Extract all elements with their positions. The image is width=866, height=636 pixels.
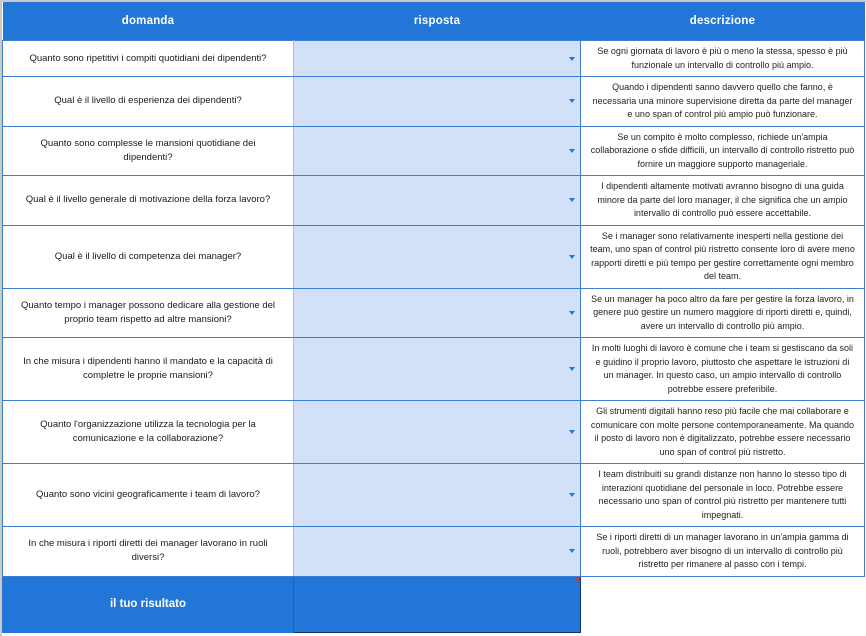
chevron-down-icon[interactable] — [569, 149, 575, 153]
description-cell: Se un manager ha poco altro da fare per gestire la forza lavoro, in genere può gestire un numero maggiore di riporti diretti e, quindi, avere un intervallo di controllo più ampio. — [581, 288, 865, 338]
description-cell: Se ogni giornata di lavoro è più o meno la stessa, spesso è più funzionale un intervallo di controllo più ampio. — [581, 41, 865, 77]
chevron-down-icon[interactable] — [569, 57, 575, 61]
answer-dropdown-cell[interactable] — [294, 401, 581, 464]
table-row — [3, 176, 865, 226]
table-row — [3, 401, 865, 464]
question-cell: In che misura i dipendenti hanno il mandato e la capacità di completre le proprie mansioni? — [3, 338, 294, 401]
answer-dropdown-cell[interactable] — [294, 464, 581, 527]
question-cell: Quanto tempo i manager possono dedicare alla gestione del proprio team rispetto ad altre mansioni? — [3, 288, 294, 338]
answer-dropdown-cell[interactable] — [294, 288, 581, 338]
span-of-control-questionnaire-table — [2, 2, 865, 633]
table-row — [3, 77, 865, 127]
question-cell: Quanto sono vicini geograficamente i team di lavoro? — [3, 464, 294, 527]
table-row — [3, 464, 865, 527]
question-cell: Qual è il livello generale di motivazione della forza lavoro? — [3, 176, 294, 226]
chevron-down-icon[interactable] — [569, 367, 575, 371]
description-cell: I dipendenti altamente motivati avranno bisogno di una guida minore da parte del loro manager, il che significa che un ampio intervallo di controllo può essere accettabile. — [581, 176, 865, 226]
description-cell: In molti luoghi di lavoro è comune che i team si gestiscano da soli e guidino il proprio lavoro, piuttosto che aspettare le istruzioni di un manager. In questo caso, un ampio intervallo di controllo potrebbe essere preferibile. — [581, 338, 865, 401]
table-row — [3, 288, 865, 338]
table-row — [3, 225, 865, 288]
result-spacer-cell — [581, 576, 865, 632]
question-cell: Quanto sono ripetitivi i compiti quotidiani dei dipendenti? — [3, 41, 294, 77]
result-label: il tuo risultato — [3, 576, 294, 632]
table-header-row — [3, 2, 865, 41]
comment-indicator-icon[interactable] — [574, 577, 580, 583]
chevron-down-icon[interactable] — [569, 430, 575, 434]
chevron-down-icon[interactable] — [569, 99, 575, 103]
column-header-domanda: domanda — [3, 2, 294, 41]
chevron-down-icon[interactable] — [569, 255, 575, 259]
table-row — [3, 126, 865, 176]
description-cell: Se i riporti diretti di un manager lavorano in un'ampia gamma di ruoli, potrebbero aver bisogno di un intervallo di controllo più ristretto per rimanere al passo con i tempi. — [581, 527, 865, 577]
chevron-down-icon[interactable] — [569, 198, 575, 202]
answer-dropdown-cell[interactable] — [294, 225, 581, 288]
table-row — [3, 338, 865, 401]
table-row — [3, 41, 865, 77]
answer-dropdown-cell[interactable] — [294, 176, 581, 226]
description-cell: I team distribuiti su grandi distanze non hanno lo stesso tipo di interazioni quotidiane del personale in loco. Potrebbe essere necessario uno span of control più ristretto per mantenere tutti impegnati. — [581, 464, 865, 527]
answer-dropdown-cell[interactable] — [294, 41, 581, 77]
column-header-descrizione: descrizione — [581, 2, 865, 41]
question-cell: In che misura i riporti diretti dei manager lavorano in ruoli diversi? — [3, 527, 294, 577]
table-body — [3, 41, 865, 633]
question-cell: Quanto l'organizzazione utilizza la tecnologia per la comunicazione e la collaborazione? — [3, 401, 294, 464]
question-cell: Qual è il livello di esperienza dei dipendenti? — [3, 77, 294, 127]
chevron-down-icon[interactable] — [569, 549, 575, 553]
answer-dropdown-cell[interactable] — [294, 126, 581, 176]
chevron-down-icon[interactable] — [569, 493, 575, 497]
description-cell: Se i manager sono relativamente inesperti nella gestione dei team, uno span of control più ristretto consente loro di avere meno rapporti diretti e più tempo per gestire correttamente ogni membro del team. — [581, 225, 865, 288]
description-cell: Se un compito è molto complesso, richiede un'ampia collaborazione o sfide difficili, un intervallo di controllo ristretto può fornire un maggiore supporto manageriale. — [581, 126, 865, 176]
description-cell: Quando i dipendenti sanno davvero quello che fanno, è necessaria una minore supervisione diretta da parte del manager e uno span of control più ampio può funzionare. — [581, 77, 865, 127]
column-header-risposta: risposta — [294, 2, 581, 41]
table-row — [3, 527, 865, 577]
answer-dropdown-cell[interactable] — [294, 338, 581, 401]
question-cell: Quanto sono complesse le mansioni quotidiane dei dipendenti? — [3, 126, 294, 176]
answer-dropdown-cell[interactable] — [294, 527, 581, 577]
result-row — [3, 576, 865, 632]
chevron-down-icon[interactable] — [569, 311, 575, 315]
answer-dropdown-cell[interactable] — [294, 77, 581, 127]
result-value-cell[interactable] — [294, 576, 581, 632]
description-cell: Gli strumenti digitali hanno reso più facile che mai collaborare e comunicare con molte persone contemporaneamente. Ma quando il posto di lavoro non è digitalizzato, potrebbe essere necessario uno span of control più ristretto. — [581, 401, 865, 464]
question-cell: Qual è il livello di competenza dei manager? — [3, 225, 294, 288]
